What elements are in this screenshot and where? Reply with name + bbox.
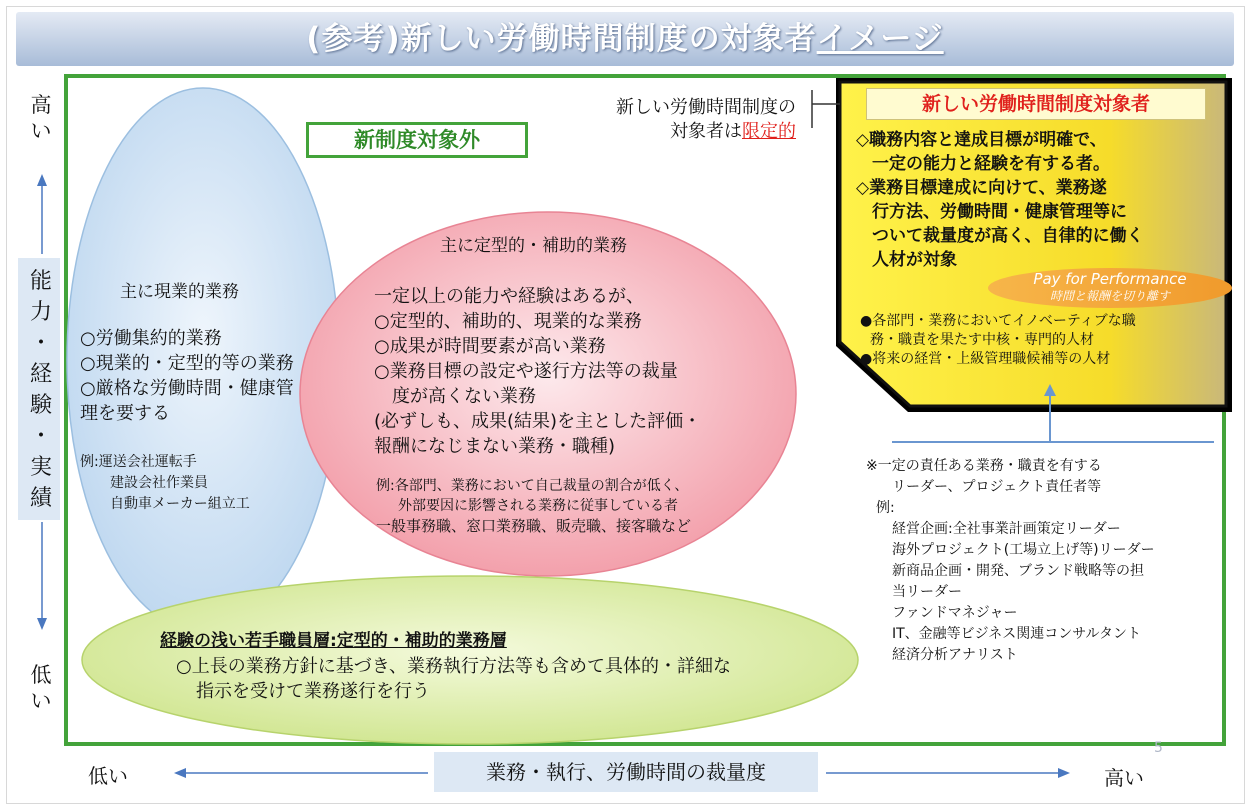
blue-heading: 主に現業的業務: [120, 282, 239, 302]
target-bullets: ●各部門・業務においてイノベーティブな職 務・職責を果たす中核・専門的人材 ●将来の経営・上級管理職候補等の人材: [860, 313, 1136, 367]
limited-note: [560, 96, 796, 144]
x-axis-arrow-left-head: [174, 768, 186, 778]
pay-sub: 時間と報酬を切り離す: [1049, 289, 1170, 303]
x-axis-high-label: 高い: [1104, 766, 1144, 790]
limited-note-line1: 新しい労働時間制度の: [616, 97, 796, 118]
green-lines: ○上長の業務方針に基づき、業務執行方法等も含めて具体的・詳細な 指示を受けて業務遂行を行う: [176, 656, 731, 702]
pay-for-performance: Pay for Performance: [1033, 270, 1187, 288]
pink-examples: 例:各部門、業務において自己裁量の割合が低く、 外部要因に影響される業務に従事している者 一般事務職、窓口業務職、販売職、接客職など: [376, 478, 692, 535]
y-axis-title: 能 力 ・ 経 験 ・ 実 績: [29, 269, 52, 511]
outside-label: 新制度対象外: [306, 122, 528, 158]
pink-heading: 主に定型的・補助的業務: [440, 236, 627, 256]
page-number: 5: [1154, 740, 1163, 756]
note: ※一定の責任ある業務・職責を有する リーダー、プロジェクト責任者等 例: 経営企画:全社事業計画策定リーダー 海外プロジェクト(工場立上げ等)リーダー 新商品企画・開発、ブランド戦略等の担 当リーダー ファンドマネジャー IT、金融等ビジネス関連コンサルタント 経済分析アナリスト: [866, 458, 1155, 663]
green-heading: 経験の浅い若手職員層:定型的・補助的業務層: [160, 631, 507, 651]
x-axis-low-label: 低い: [88, 764, 128, 788]
blue-items: ○労働集約的業務 ○現業的・定型的等の業務 ○厳格な労働時間・健康管 理を要する: [80, 328, 294, 424]
y-axis-high-label: 高 い: [30, 93, 52, 143]
x-axis-title: 業務・執行、労働時間の裁量度: [486, 760, 766, 784]
y-axis-low-label: 低 い: [30, 663, 52, 713]
blue-examples: 例:運送会社運転手 建設会社作業員 自動車メーカー組立工: [80, 454, 250, 512]
title-main: (参考)新しい労働時間制度の対象者: [306, 21, 817, 57]
pink-items: 一定以上の能力や経験はあるが、 ○定型的、補助的、現業的な業務 ○成果が時間要素が高い業務 ○業務目標の設定や遂行方法等の裁量 度が高くない業務 (必ずしも、成果(結果)を主とした評価・ 報酬になじまない業務・職種): [374, 286, 702, 457]
target-lines: ◇職務内容と達成目標が明確で、 一定の能力と経験を有する者。 ◇業務目標達成に向けて、業務遂 行方法、労働時間・健康管理等に ついて裁量度が高く、自律的に働く 人材が対象: [856, 130, 1144, 270]
x-axis-arrow-right-head: [1058, 768, 1070, 778]
y-axis-arrow-down-head: [37, 618, 47, 630]
limited-note-line2: 対象者は限定的: [670, 121, 796, 142]
title-underlined: イメージ: [816, 21, 944, 57]
y-axis-arrow-up-head: [37, 174, 47, 186]
limited-highlight: 限定的: [742, 121, 796, 142]
target-title: 新しい労働時間制度対象者: [866, 88, 1206, 120]
